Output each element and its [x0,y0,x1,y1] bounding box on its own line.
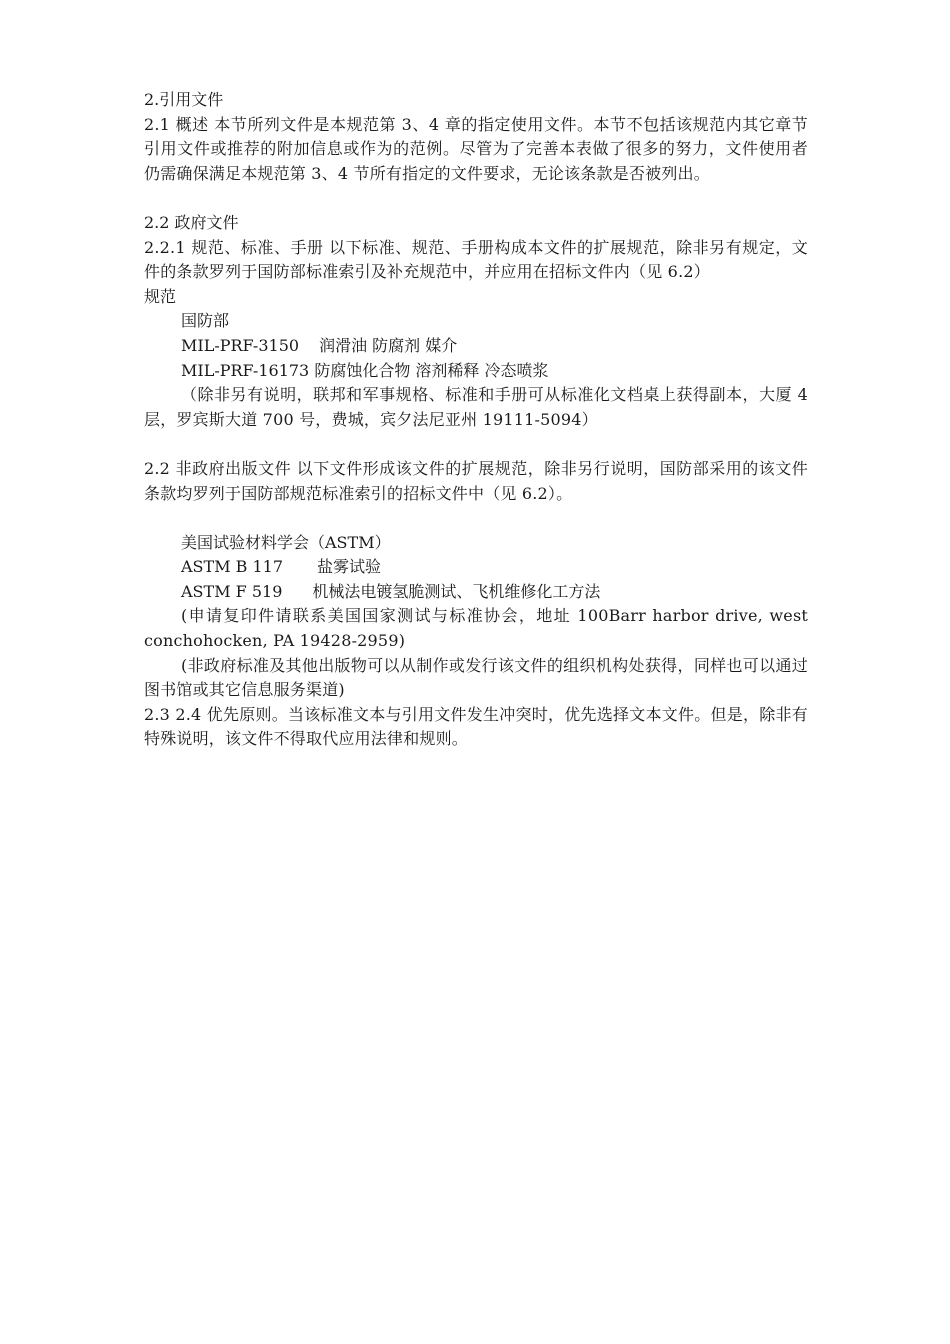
spec-desc: 防腐蚀化合物 溶剂稀释 冷态喷浆 [314,360,549,380]
spacer [144,186,808,211]
astm-desc: 盐雾试验 [317,557,382,577]
non-gov-paragraph: 2.2 非政府出版文件 以下文件形成该文件的扩展规范，除非另行说明，国防部采用的该文件条款均罗列于国防部规范标准索引的招标文件中（见 6.2）。 [144,458,808,503]
gov-specs-paragraph: 2.2.1 规范、标准、手册 以下标准、规范、手册构成本文件的扩展规范，除非另有规定，文件的条款罗列于国防部标准索引及补充规范中，并应用在招标文件内（见 6.2） [144,237,808,282]
specs-label: 规范 [144,286,177,306]
section-title: 2.引用文件 [144,90,224,109]
astm-copy-note: (申请复印件请联系美国国家测试与标准协会，地址 100Barr harbor drive, west conchohocken, PA 19428-2959) [144,606,808,651]
astm-item [144,555,808,580]
spacer [144,506,808,531]
spec-code: MIL-PRF-16173 [181,360,310,380]
spec-item [144,334,808,359]
overview-paragraph: 2.1 概述 本节所列文件是本规范第 3、4 章的指定使用文件。本节不包括该规范内其它章节引用文件或推荐的附加信息或作为的范例。尽管为了完善本表做了很多的努力，文件使用者仍需确保满足本规范第 3、4 节所有指定的文件要求，无论该条款是否被列出。 [144,114,808,183]
precedence-paragraph: 2.3 2.4 优先原则。当该标准文本与引用文件发生冲突时，优先选择文本文件。但是，除非有特殊说明，该文件不得取代应用法律和规则。 [144,704,808,749]
astm-code: ASTM B 117 [181,557,284,577]
document-page [144,88,808,752]
spec-desc: 润滑油 防腐剂 媒介 [319,335,458,355]
astm-org-label: 美国试验材料学会（ASTM） [181,532,391,552]
spec-code: MIL-PRF-3150 [181,335,300,355]
spacer [144,432,808,457]
gov-docs-heading: 2.2 政府文件 [144,212,239,232]
spec-item [144,359,808,384]
gov-copies-note: （除非另有说明，联邦和军事规格、标准和手册可从标准化文档桌上获得副本，大厦 4 层，罗宾斯大道 700 号，费城，宾夕法尼亚州 19111-5094） [144,385,808,429]
astm-desc: 机械法电镀氢脆测试、飞机维修化工方法 [312,581,601,601]
dept-label: 国防部 [181,311,230,331]
astm-code: ASTM F 519 [181,581,283,601]
astm-item [144,580,808,605]
other-publications-note: (非政府标准及其他出版物可以从制作或发行该文件的组织机构处获得，同样也可以通过图书馆或其它信息服务渠道) [144,655,808,700]
